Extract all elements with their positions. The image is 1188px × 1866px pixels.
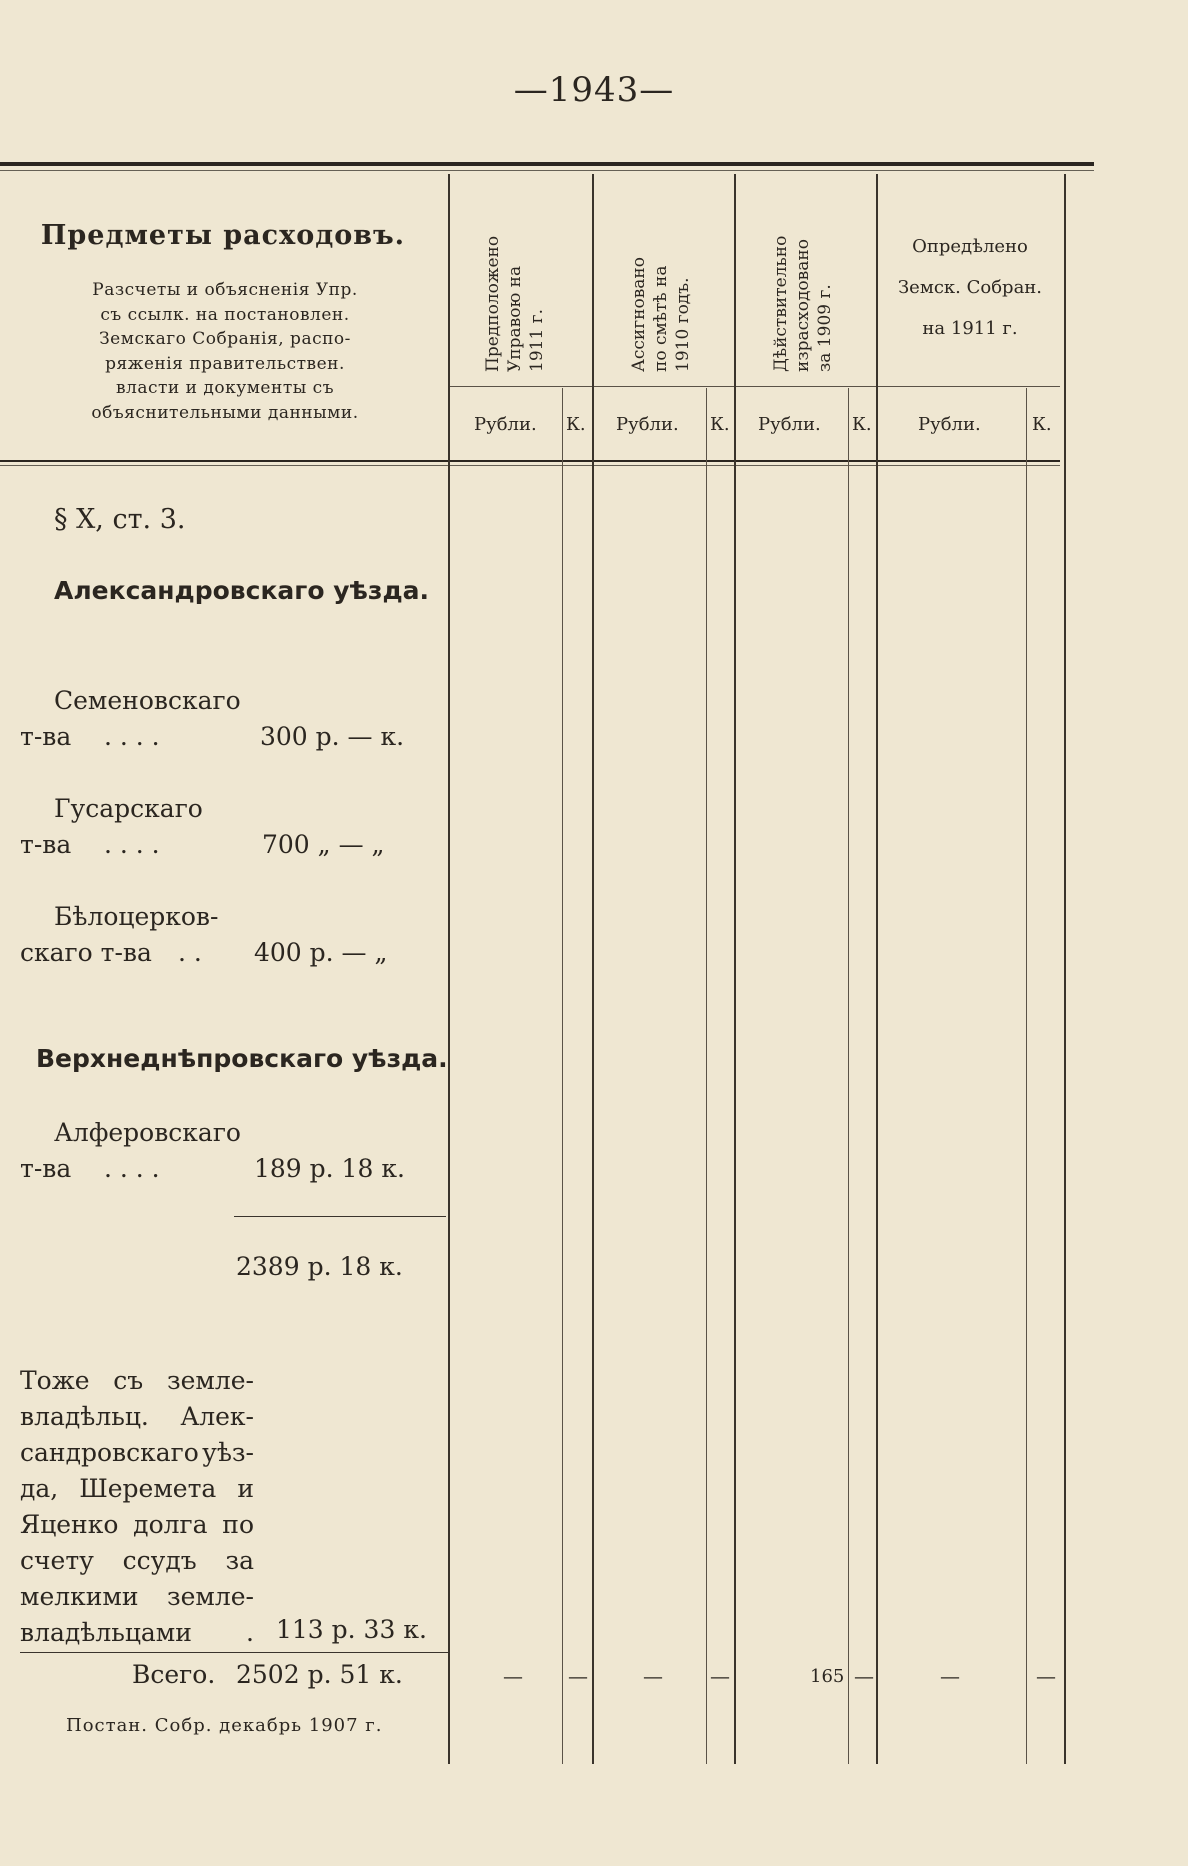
- col3-kop-divider: [848, 388, 849, 1764]
- item-amount-belotserkovka: 400 р. — „: [254, 938, 388, 967]
- col2-header-line: 1910 годъ.: [673, 277, 693, 372]
- paragraph-line: Яценко долга по: [20, 1510, 254, 1539]
- col1-header-line: 1911 г.: [527, 309, 547, 372]
- col4-header-line: Земск. Собран.: [897, 277, 1043, 298]
- header-title: Предметы расходовъ.: [40, 220, 406, 251]
- subtotal-amount: 2389 р. 18 к.: [236, 1252, 403, 1281]
- col1-rubles-label: Рубли.: [474, 414, 537, 435]
- item-name-belotserkovka: Бѣлоцерков-: [54, 902, 219, 931]
- col-divider-1: [448, 174, 450, 1764]
- col4-kopecks-label: К.: [1032, 414, 1052, 435]
- col-divider-4: [876, 174, 878, 1764]
- col4-rubles-total: —: [940, 1664, 960, 1688]
- item-name-gusarka-2: т-ва: [20, 830, 72, 859]
- col2-header: [628, 257, 694, 372]
- paragraph-line: Тоже съ земле-: [20, 1366, 254, 1395]
- header-mid-rule: [448, 386, 1060, 387]
- col-divider-right: [1064, 174, 1066, 1764]
- section-reference: § X, ст. 3.: [54, 504, 186, 535]
- paragraph-amount: 113 р. 33 к.: [276, 1615, 427, 1644]
- header-bottom-rule: [0, 460, 1060, 462]
- top-rule: [0, 162, 1094, 166]
- col-divider-2: [592, 174, 594, 1764]
- paragraph-line: владѣльц. Алек-: [20, 1402, 254, 1431]
- col3-kopecks-label: К.: [852, 414, 872, 435]
- col1-header-line: Управою на: [505, 265, 525, 372]
- col4-header: [880, 226, 1060, 349]
- col1-header: [482, 236, 548, 372]
- col1-header-line: Предположено: [483, 235, 503, 372]
- col3-kopecks-total: —: [854, 1664, 874, 1688]
- item-dots: . . . .: [104, 1154, 160, 1183]
- col1-kopecks-total: —: [568, 1664, 588, 1688]
- top-rule-thin: [0, 170, 1094, 171]
- col4-kop-divider: [1026, 388, 1027, 1764]
- paragraph-line: сандровскаго уѣз-: [20, 1438, 254, 1467]
- col2-header-line: Ассигновано: [629, 257, 649, 372]
- col3-header-line: израсходовано: [793, 239, 813, 372]
- item-amount-gusarka: 700 „ — „: [262, 830, 385, 859]
- col2-rubles-label: Рубли.: [616, 414, 679, 435]
- footer-note: Постан. Собр. декабрь 1907 г.: [66, 1715, 383, 1736]
- paragraph-line: счету ссудъ за: [20, 1546, 254, 1575]
- col1-rubles-total: —: [503, 1664, 523, 1688]
- col4-rubles-label: Рубли.: [918, 414, 981, 435]
- col2-kop-divider: [706, 388, 707, 1764]
- total-amount: 2502 р. 51 к.: [236, 1660, 403, 1689]
- col4-header-line: на 1911 г.: [922, 318, 1018, 339]
- col1-kop-divider: [562, 388, 563, 1764]
- col2-rubles-total: —: [643, 1664, 663, 1688]
- header-subtitle: [70, 278, 380, 425]
- col4-kopecks-total: —: [1036, 1664, 1056, 1688]
- item-name-semenovka: Семеновскаго: [54, 686, 241, 715]
- page-number: —1943—: [513, 70, 675, 110]
- paragraph-line: мелкими земле-: [20, 1582, 254, 1611]
- col2-kopecks-label: К.: [710, 414, 730, 435]
- col3-header-line: Дѣйствительно: [771, 235, 791, 372]
- col3-rubles-total: 165: [810, 1666, 845, 1687]
- header-subtitle-line: объяснительными данными.: [91, 402, 359, 423]
- landowners-paragraph: [20, 1363, 254, 1651]
- item-name-alferovka: Алферовскаго: [54, 1118, 241, 1147]
- header-bottom-rule-2: [0, 465, 1060, 466]
- col1-kopecks-label: К.: [566, 414, 586, 435]
- col-divider-3: [734, 174, 736, 1764]
- col3-header: [770, 236, 836, 372]
- item-amount-semenovka: 300 р. — к.: [260, 722, 405, 751]
- item-dots: . .: [178, 938, 202, 967]
- item-name-alferovka-2: т-ва: [20, 1154, 72, 1183]
- col3-rubles-label: Рубли.: [758, 414, 821, 435]
- total-rule: [20, 1652, 448, 1653]
- header-subtitle-line: власти и документы съ: [115, 378, 335, 398]
- col3-header-line: за 1909 г.: [815, 284, 835, 372]
- district-heading-verkhnedneprovsk: Верхнеднѣпровскаго уѣзда.: [36, 1044, 448, 1073]
- paragraph-line: владѣльцами .: [20, 1618, 254, 1647]
- item-amount-alferovka: 189 р. 18 к.: [254, 1154, 405, 1183]
- district-heading-aleksandrovsk: Александровскаго уѣзда.: [54, 576, 429, 605]
- item-dots: . . . .: [104, 722, 160, 751]
- item-name-belotserkovka-2: скаго т-ва: [20, 938, 152, 967]
- subtotal-rule: [234, 1216, 446, 1217]
- col2-header-line: по смѣтѣ на: [651, 265, 671, 372]
- paragraph-line: да, Шеремета и: [20, 1474, 254, 1503]
- total-label: Всего.: [132, 1660, 216, 1689]
- col2-kopecks-total: —: [710, 1664, 730, 1688]
- item-name-semenovka-2: т-ва: [20, 722, 72, 751]
- col4-header-line: Опредѣлено: [912, 236, 1028, 257]
- header-subtitle-line: ряженія правительствен.: [105, 353, 345, 374]
- item-name-gusarka: Гусарскаго: [54, 794, 203, 823]
- header-subtitle-line: съ ссылк. на постановлен.: [100, 304, 350, 325]
- header-subtitle-line: Разсчеты и объясненія Упр.: [92, 280, 358, 300]
- item-dots: . . . .: [104, 830, 160, 859]
- header-subtitle-line: Земскаго Собранія, распо-: [99, 329, 351, 349]
